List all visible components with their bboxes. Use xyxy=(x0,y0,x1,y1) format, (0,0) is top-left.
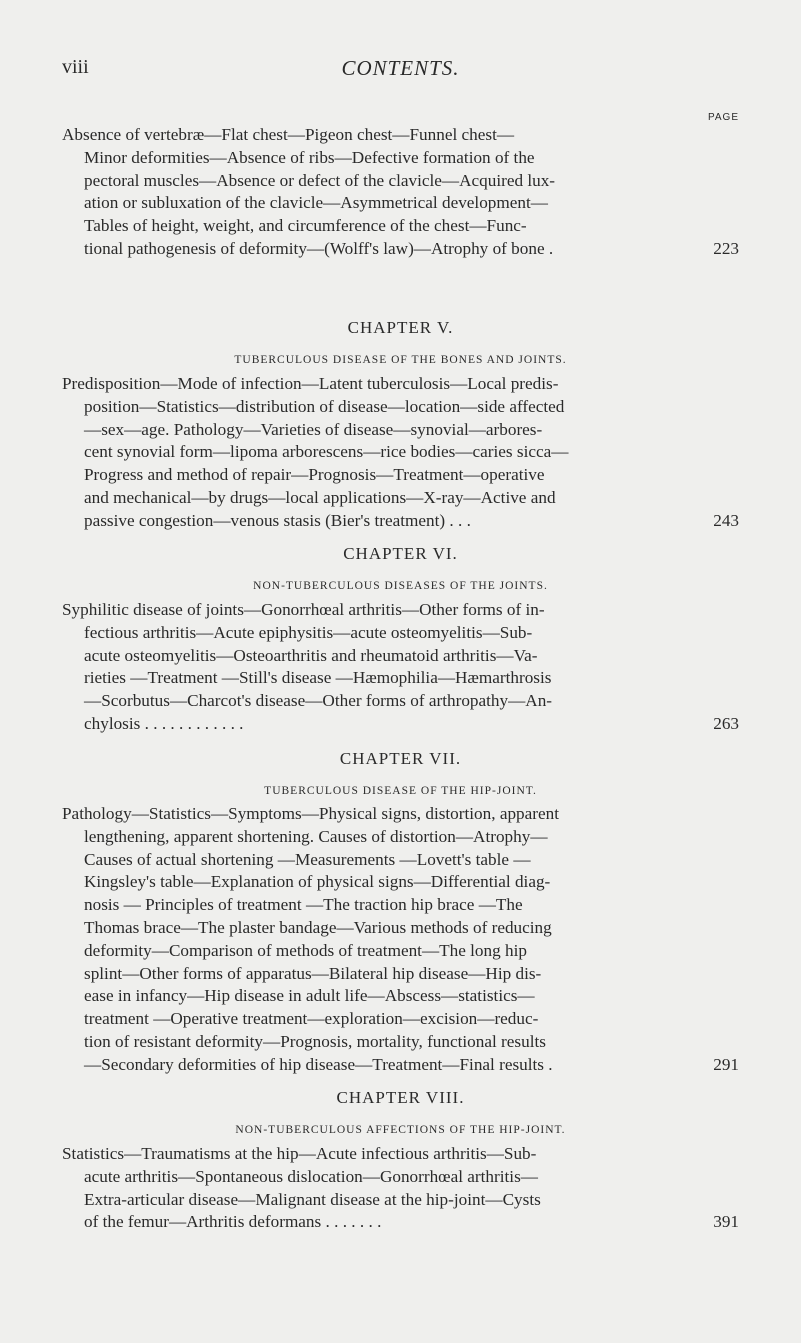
entry-line: pectoral muscles—Absence or defect of the clavicle—Acquired lux- xyxy=(84,170,556,190)
entry-line: deformity—Comparison of methods of treatment—The long hip xyxy=(84,940,527,960)
page-column-label: PAGE xyxy=(707,112,739,123)
entry-line: chylosis . . . . . . . . . . . . xyxy=(84,713,244,733)
entry-line: Predisposition—Mode of infection—Latent tuberculosis—Local predis- xyxy=(62,374,559,393)
entry-page-number: 391 xyxy=(713,1212,739,1232)
page-number: viii xyxy=(62,56,89,78)
entry-line: Tables of height, weight, and circumference of the chest—Func- xyxy=(84,216,527,236)
entry-line: Extra-articular disease—Malignant disease at the hip-joint—Cysts xyxy=(84,1189,541,1209)
page-header xyxy=(62,56,739,86)
entry-line: Kingsley's table—Explanation of physical signs—Differential diag- xyxy=(84,872,551,892)
entry-line: passive congestion—venous stasis (Bier's treatment) . . . xyxy=(84,510,471,530)
entry-line: nosis — Principles of treatment —The traction hip brace —The xyxy=(84,895,523,915)
entry-page-number: 243 xyxy=(713,510,739,530)
entry-line: acute osteomyelitis—Osteoarthritis and rheumatoid arthritis—Va- xyxy=(84,645,538,665)
entry-page-number: 263 xyxy=(713,713,739,733)
entry-line: and mechanical—by drugs—local applications—X-ray—Active and xyxy=(84,487,556,507)
chapter-subtitle: NON-TUBERCULOUS DISEASES OF THE JOINTS. xyxy=(253,580,548,592)
chapter-subtitle: TUBERCULOUS DISEASE OF THE BONES AND JOINTS. xyxy=(234,354,567,366)
entry-line: fectious arthritis—Acute epiphysitis—acute osteomyelitis—Sub- xyxy=(84,622,533,642)
entry-line: Thomas brace—The plaster bandage—Various methods of reducing xyxy=(84,917,552,937)
chapter-subtitle: NON-TUBERCULOUS AFFECTIONS OF THE HIP-JOINT. xyxy=(235,1124,566,1136)
entry-line: splint—Other forms of apparatus—Bilateral hip disease—Hip dis- xyxy=(84,963,542,983)
chapter-heading-block xyxy=(62,749,739,809)
entry-line: Minor deformities—Absence of ribs—Defective formation of the xyxy=(84,147,535,167)
chapter-heading-block xyxy=(62,544,739,604)
toc-entry xyxy=(62,803,739,1077)
entry-line: Syphilitic disease of joints—Gonorrhœal arthritis—Other forms of in- xyxy=(62,600,545,619)
entry-line: cent synovial form—lipoma arborescens—rice bodies—caries sicca— xyxy=(84,442,569,462)
entry-text xyxy=(62,1143,739,1234)
entry-line: —Secondary deformities of hip disease—Treatment—Final results . xyxy=(84,1054,553,1074)
entry-line: tion of resistant deformity—Prognosis, mortality, functional results xyxy=(84,1031,546,1051)
entry-line: treatment —Operative treatment—exploration—excision—reduc- xyxy=(84,1009,539,1029)
entry-text xyxy=(62,373,739,533)
toc-entry xyxy=(62,599,739,736)
entry-line: —Scorbutus—Charcot's disease—Other forms of arthropathy—An- xyxy=(84,691,553,711)
chapter-heading: CHAPTER VI. xyxy=(343,544,458,563)
chapter-heading-block xyxy=(62,318,739,378)
entry-line: ation or subluxation of the clavicle—Asymmetrical development— xyxy=(84,193,548,213)
chapter-heading: CHAPTER V. xyxy=(347,318,454,337)
entry-line: tional pathogenesis of deformity—(Wolff's law)—Atrophy of bone . xyxy=(84,238,554,258)
entry-text xyxy=(62,124,739,261)
chapter-heading-block xyxy=(62,1088,739,1148)
entry-page-number: 223 xyxy=(713,238,739,258)
entry-line: —sex—age. Pathology—Varieties of disease—synovial—arbores- xyxy=(84,419,543,439)
entry-text xyxy=(62,803,739,1077)
entry-page-number: 291 xyxy=(713,1054,739,1074)
entry-line: of the femur—Arthritis deformans . . . . . . . xyxy=(84,1212,382,1232)
entry-line: rieties —Treatment —Still's disease —Hæmophilia—Hæmarthrosis xyxy=(84,668,552,688)
entry-line: Pathology—Statistics—Symptoms—Physical signs, distortion, apparent xyxy=(62,804,560,823)
entry-line: Progress and method of repair—Prognosis—Treatment—operative xyxy=(84,465,545,485)
chapter-heading: CHAPTER VIII. xyxy=(336,1088,465,1107)
chapter-subtitle: TUBERCULOUS DISEASE OF THE HIP-JOINT. xyxy=(264,785,537,797)
chapter-heading: CHAPTER VII. xyxy=(339,749,462,768)
entry-line: Statistics—Traumatisms at the hip—Acute infectious arthritis—Sub- xyxy=(62,1144,537,1163)
entry-text xyxy=(62,599,739,736)
toc-entry xyxy=(62,1143,739,1234)
toc-entry-continued xyxy=(62,124,739,261)
entry-line: Absence of vertebræ—Flat chest—Pigeon chest—Funnel chest— xyxy=(62,125,515,144)
entry-line: lengthening, apparent shortening. Causes of distortion—Atrophy— xyxy=(84,826,548,846)
running-title: CONTENTS. xyxy=(341,56,460,80)
entry-line: Causes of actual shortening —Measurements —Lovett's table — xyxy=(84,849,531,869)
toc-entry xyxy=(62,373,739,533)
entry-line: acute arthritis—Spontaneous dislocation—Gonorrhœal arthritis— xyxy=(84,1166,538,1186)
entry-line: position—Statistics—distribution of disease—location—side affected xyxy=(84,396,565,416)
entry-line: ease in infancy—Hip disease in adult life—Abscess—statistics— xyxy=(84,986,535,1006)
